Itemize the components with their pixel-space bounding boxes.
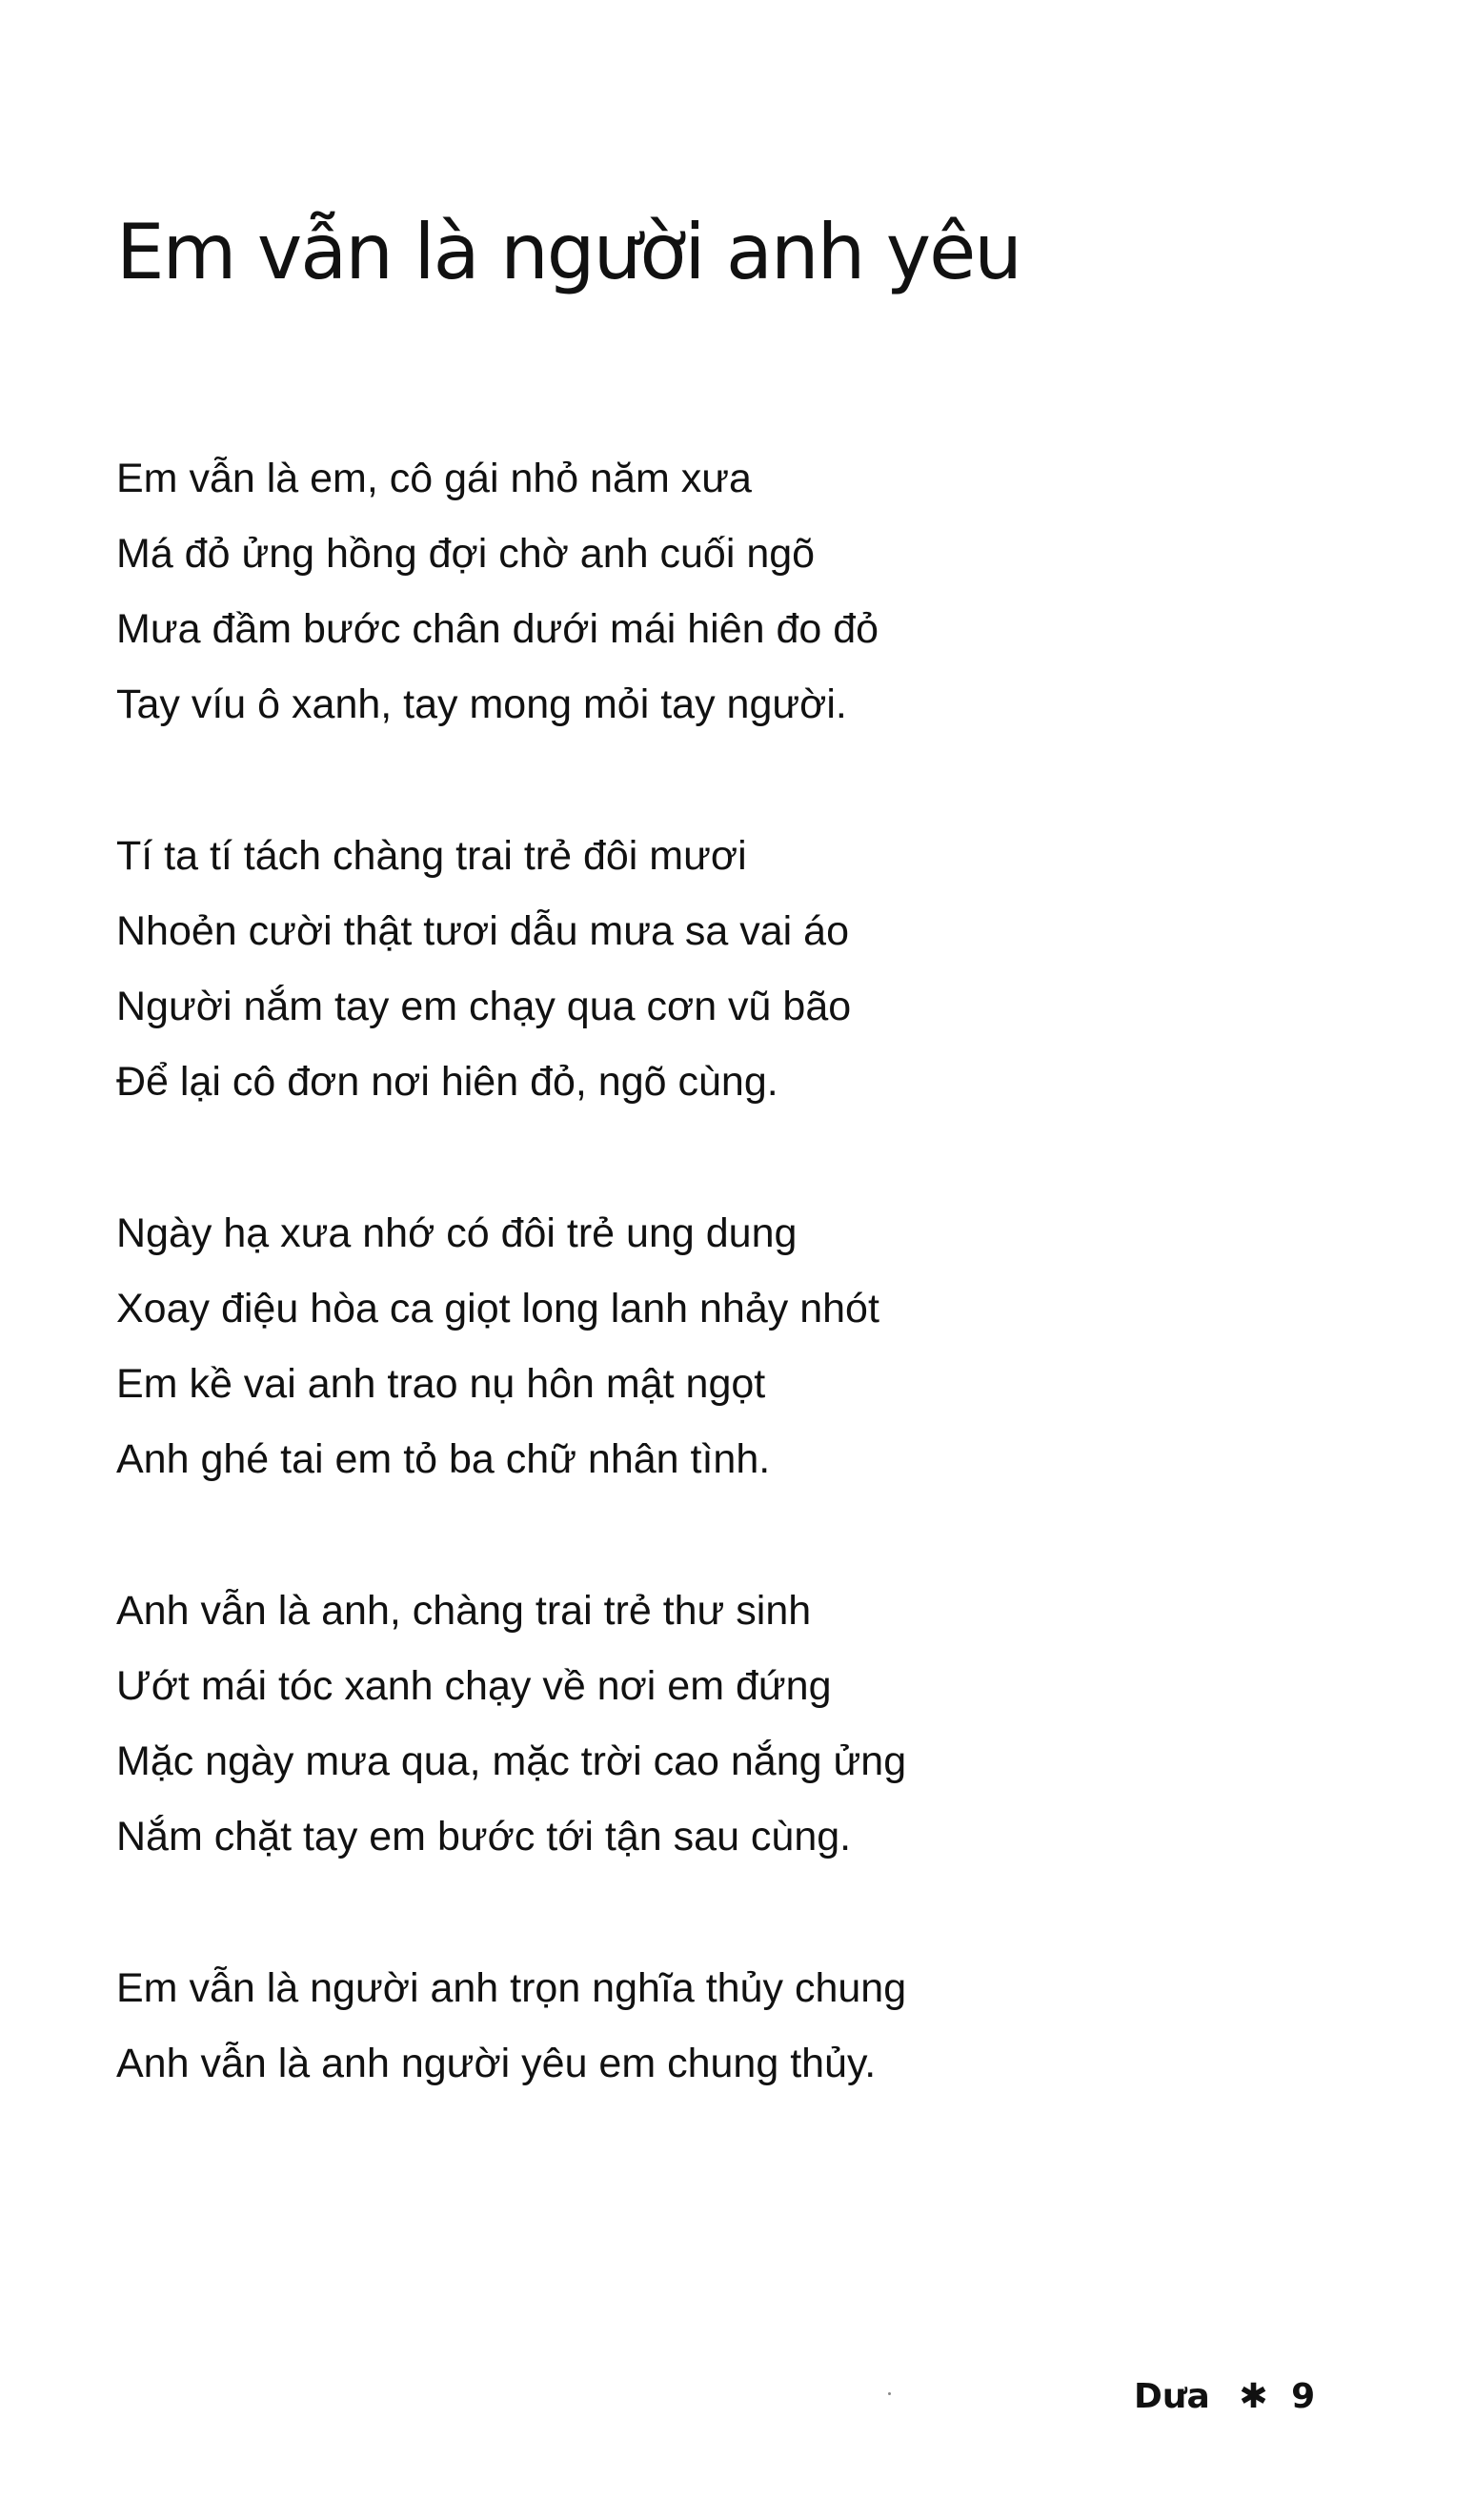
poem-line: Để lại cô đơn nơi hiên đỏ, ngõ cùng. [116,1059,778,1105]
paper-speck [888,2392,891,2395]
poem-line: Nắm chặt tay em bước tới tận sau cùng. [116,1814,852,1860]
poem-line: Em vẫn là em, cô gái nhỏ năm xưa [116,456,752,501]
poem-line: Anh vẫn là anh người yêu em chung thủy. [116,2041,877,2086]
poem-line: Xoay điệu hòa ca giọt long lanh nhảy nhót [116,1286,879,1331]
footer-author: Dưa [1134,2377,1210,2416]
poem-line: Mưa đầm bước chân dưới mái hiên đo đỏ [116,606,879,652]
page-number: 9 [1291,2377,1316,2416]
poem-line: Người nắm tay em chạy qua cơn vũ bão [116,984,852,1029]
poem-line: Em vẫn là người anh trọn nghĩa thủy chung [116,1965,907,2011]
poem-line: Nhoẻn cười thật tươi dẫu mưa sa vai áo [116,908,850,954]
poem-line: Má đỏ ửng hồng đợi chờ anh cuối ngõ [116,531,816,577]
poem-line: Em kề vai anh trao nụ hôn mật ngọt [116,1361,766,1407]
poem-body [116,441,1260,2178]
poem-line: Anh ghé tai em tỏ ba chữ nhân tình. [116,1436,771,1482]
poem-title: Em vẫn là người anh yêu [116,208,1020,296]
page-footer [1134,2377,1315,2416]
poem-line: Tí ta tí tách chàng trai trẻ đôi mươi [116,833,747,879]
stanza-4 [116,1574,1260,1875]
poem-line: Tay víu ô xanh, tay mong mỏi tay người. [116,681,847,727]
poem-line: Mặc ngày mưa qua, mặc trời cao nắng ửng [116,1738,907,1784]
asterisk-icon: ✱ [1239,2377,1268,2416]
poem-line: Anh vẫn là anh, chàng trai trẻ thư sinh [116,1588,812,1634]
poem-line: Ngày hạ xưa nhớ có đôi trẻ ung dung [116,1210,798,1256]
poem-line: Ướt mái tóc xanh chạy về nơi em đứng [116,1663,832,1709]
stanza-2 [116,819,1260,1120]
stanza-1 [116,441,1260,742]
stanza-3 [116,1196,1260,1497]
stanza-5 [116,1951,1260,2102]
